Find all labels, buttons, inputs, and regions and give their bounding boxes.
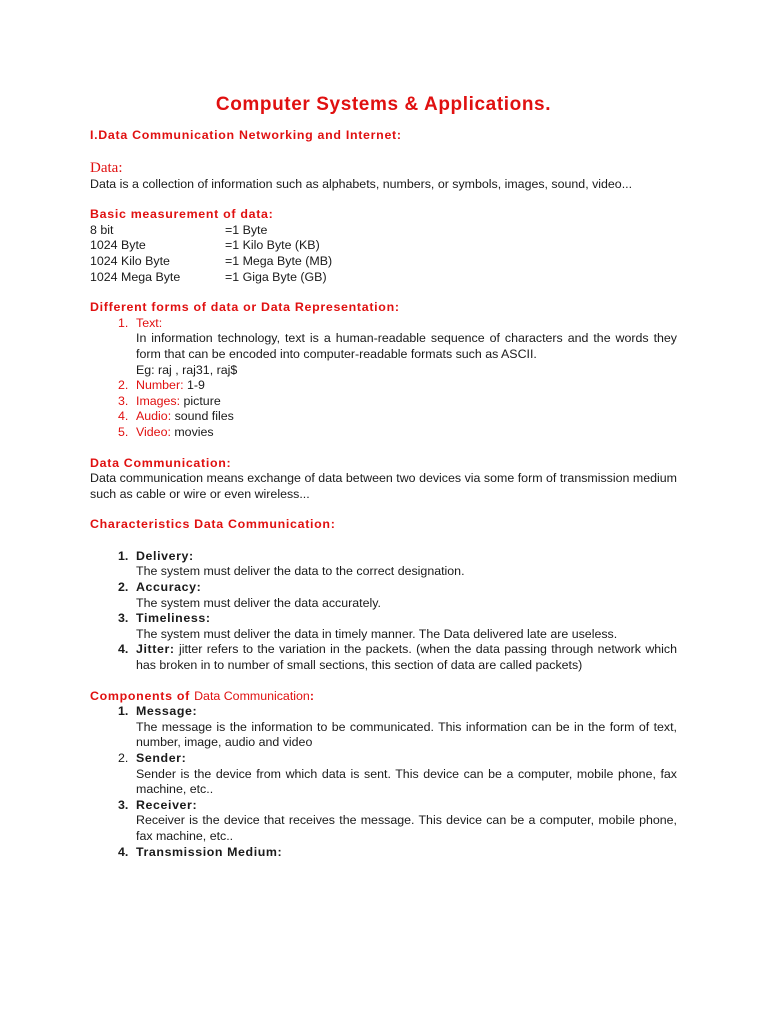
characteristic-inline-desc: jitter refers to the variation in the packets. (when the data passing through network which has broken in to number of small sections, this section of data are called packets) <box>136 642 677 673</box>
components-heading <box>90 689 677 705</box>
measurement-right: =1 Byte <box>225 222 268 237</box>
spacer <box>90 502 677 517</box>
data-communication-heading: Data Communication: <box>90 455 232 470</box>
spacer <box>90 144 677 159</box>
list-item <box>90 845 677 861</box>
spacer <box>90 285 677 300</box>
measurement-left: 1024 Byte <box>90 238 146 253</box>
measurement-row <box>90 238 677 254</box>
measurement-left: 8 bit <box>90 222 114 237</box>
list-item <box>90 394 677 410</box>
list-number: 3. <box>118 797 129 812</box>
form-value: 1-9 <box>183 378 205 393</box>
characteristic-desc: The system must deliver the data to the correct designation. <box>136 564 465 579</box>
list-item <box>90 549 677 580</box>
component-label-receiver: Receiver: <box>136 797 198 812</box>
measurement-table <box>90 223 677 285</box>
document-title: Computer Systems & Applications. <box>215 94 552 115</box>
characteristic-desc: The system must deliver the data in timely manner. The Data delivered late are useless. <box>136 626 618 641</box>
list-number: 1. <box>118 315 129 330</box>
components-heading-part3: : <box>309 688 315 703</box>
list-number: 2. <box>118 751 129 765</box>
list-number: 1. <box>118 548 129 563</box>
forms-heading: Different forms of data or Data Representation: <box>90 300 400 315</box>
form-label-number: Number: <box>136 378 184 393</box>
list-number: 3. <box>118 393 129 408</box>
measurement-row <box>90 270 677 286</box>
forms-list <box>90 316 677 441</box>
list-number: 4. <box>118 844 129 859</box>
spacer <box>90 533 677 549</box>
data-communication-text: Data communication means exchange of data between two devices via some form of transmission medium such as cable or wire or even wireless... <box>90 471 677 501</box>
list-item <box>90 611 677 642</box>
measurement-left: 1024 Mega Byte <box>90 269 181 284</box>
data-heading: Data: <box>90 159 123 176</box>
form-label-images: Images: <box>136 393 181 408</box>
section-heading-data-communication-networking: I.Data Communication Networking and Internet: <box>90 128 402 142</box>
spacer <box>90 441 677 456</box>
measurement-right: =1 Mega Byte (MB) <box>225 253 333 268</box>
list-item <box>90 580 677 611</box>
list-item <box>90 425 677 441</box>
component-desc: Receiver is the device that receives the message. This device can be a computer, mobile phone, fax machine, etc.. <box>136 813 677 843</box>
component-desc: Sender is the device from which data is sent. This device can be a computer, mobile phone, fax machine, etc.. <box>136 766 677 797</box>
form-value: movies <box>170 424 214 439</box>
components-heading-part1: Components of <box>90 688 195 703</box>
measurement-left: 1024 Kilo Byte <box>90 253 170 268</box>
data-definition <box>90 177 677 193</box>
characteristic-label-accuracy: Accuracy: <box>136 580 202 595</box>
form-value: sound files <box>171 409 234 424</box>
list-item <box>90 798 677 845</box>
spacer <box>90 192 677 207</box>
components-heading-part2: Data Communication <box>194 688 310 703</box>
form-label-audio: Audio: <box>136 409 172 424</box>
form-value: picture <box>180 393 221 408</box>
component-label-message: Message: <box>136 704 198 719</box>
list-number: 4. <box>118 642 129 657</box>
data-definition-part1: Data is a collection of information <box>90 176 273 191</box>
list-number: 2. <box>118 580 129 595</box>
component-label-sender: Sender: <box>136 751 187 765</box>
list-item <box>90 751 677 798</box>
characteristic-label-timeliness: Timeliness: <box>136 611 211 626</box>
spacer <box>90 674 677 689</box>
component-label-transmission-medium: Transmission Medium: <box>136 844 283 859</box>
list-number: 4. <box>118 409 129 424</box>
form-label-video: Video: <box>136 424 171 439</box>
list-number: 1. <box>118 704 129 719</box>
list-item <box>90 378 677 394</box>
component-desc: The message is the information to be communicated. This information can be in the form of text, number, image, audio and video <box>136 719 677 750</box>
data-definition-part2: such as alphabets, numbers, or symbols, images, sound, video... <box>272 176 633 191</box>
characteristic-desc: The system must deliver the data accurately. <box>136 595 381 610</box>
list-number: 3. <box>118 611 129 626</box>
list-item <box>90 409 677 425</box>
measurement-heading: Basic measurement of data: <box>90 207 274 222</box>
measurement-right: =1 Kilo Byte (KB) <box>225 238 320 253</box>
list-number: 2. <box>118 378 129 393</box>
text-example: Eg: raj , raj31, raj$ <box>136 362 238 377</box>
list-item <box>90 704 677 751</box>
measurement-row <box>90 223 677 239</box>
characteristic-label-jitter: Jitter: <box>136 642 175 657</box>
characteristics-list <box>90 549 677 674</box>
measurement-right: =1 Giga Byte (GB) <box>225 269 327 284</box>
components-list <box>90 704 677 860</box>
list-number: 5. <box>118 424 129 439</box>
text-description: In information technology, text is a human-readable sequence of characters and the words they form that can be encoded into computer-readable formats such as ASCII. <box>136 331 677 361</box>
list-item <box>90 316 677 378</box>
characteristics-heading: Characteristics Data Communication: <box>90 517 336 532</box>
form-label-text: Text: <box>136 315 163 330</box>
document-page <box>90 92 677 860</box>
characteristic-label-delivery: Delivery: <box>136 548 194 563</box>
measurement-row <box>90 254 677 270</box>
list-item <box>90 642 677 673</box>
